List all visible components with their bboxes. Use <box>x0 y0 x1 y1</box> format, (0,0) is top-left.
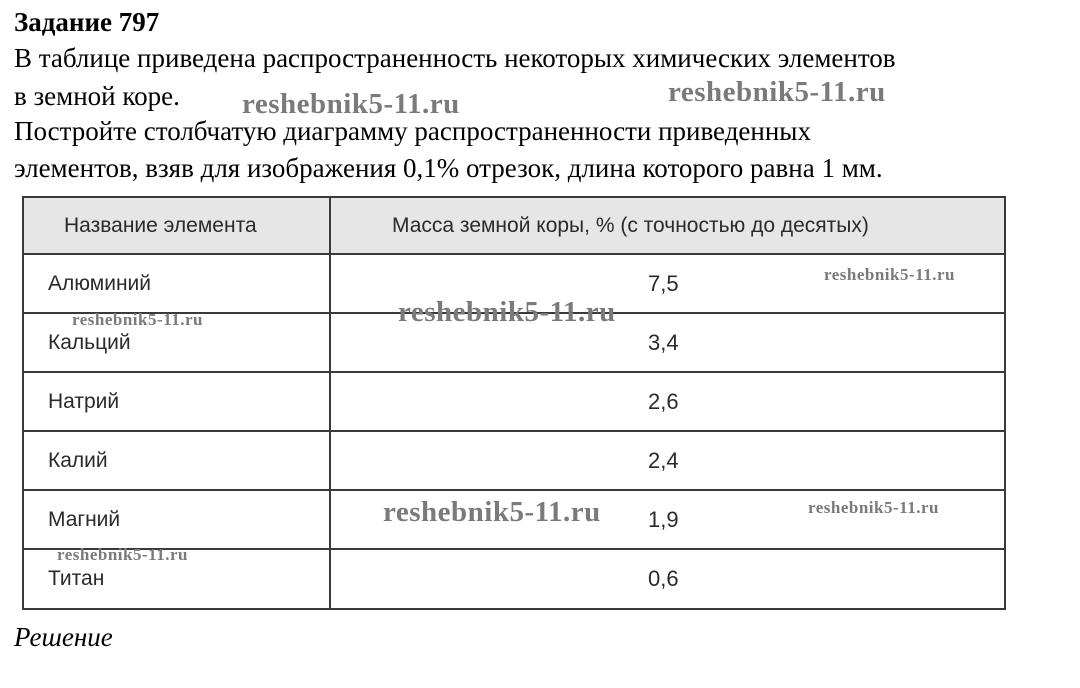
element-value-cell: 2,4 <box>648 448 679 473</box>
table-row <box>24 255 1004 314</box>
table-row <box>24 550 1004 609</box>
element-name-cell: Кальций <box>48 331 131 354</box>
element-name-cell: Калий <box>48 449 108 472</box>
header-crust-mass: Масса земной коры, % (с точностью до десятых) <box>392 214 869 237</box>
task-text-line-2: в земной коре. <box>14 81 180 111</box>
element-name-cell: Натрий <box>48 390 120 413</box>
element-value-cell: 3,4 <box>648 330 679 355</box>
table-row <box>24 373 1004 432</box>
table-row <box>24 432 1004 491</box>
header-element-name: Название элемента <box>64 214 257 237</box>
watermark: reshebnik5-11.ru <box>72 310 203 329</box>
watermark: reshebnik5-11.ru <box>808 498 939 517</box>
task-title: Задание 797 <box>14 7 160 37</box>
watermark: reshebnik5-11.ru <box>668 76 886 108</box>
watermark: reshebnik5-11.ru <box>57 545 188 564</box>
task-text-line-4: элементов, взяв для изображения 0,1% отрезок, длина которого равна 1 мм. <box>14 153 883 183</box>
table-row <box>24 491 1004 550</box>
element-name-cell: Магний <box>48 508 121 531</box>
elements-table <box>22 196 1006 610</box>
table-header <box>24 198 1004 255</box>
element-value-cell: 2,6 <box>648 389 679 414</box>
element-name-cell: Алюминий <box>48 272 152 295</box>
element-value-cell: 0,6 <box>648 566 679 591</box>
task-text-line-1: В таблице приведена распространенность некоторых химических элементов <box>14 43 896 73</box>
table-row <box>24 314 1004 373</box>
watermark: reshebnik5-11.ru <box>824 265 955 284</box>
watermark: reshebnik5-11.ru <box>383 496 601 528</box>
element-value-cell: 7,5 <box>648 271 679 296</box>
solution-label: Решение <box>14 622 113 652</box>
watermark: reshebnik5-11.ru <box>242 88 460 120</box>
column-divider <box>329 198 331 608</box>
task-text-line-3: Постройте столбчатую диаграмму распространенности приведенных <box>14 116 811 146</box>
watermark: reshebnik5-11.ru <box>398 296 616 328</box>
element-name-cell: Титан <box>48 567 105 590</box>
element-value-cell: 1,9 <box>648 507 679 532</box>
